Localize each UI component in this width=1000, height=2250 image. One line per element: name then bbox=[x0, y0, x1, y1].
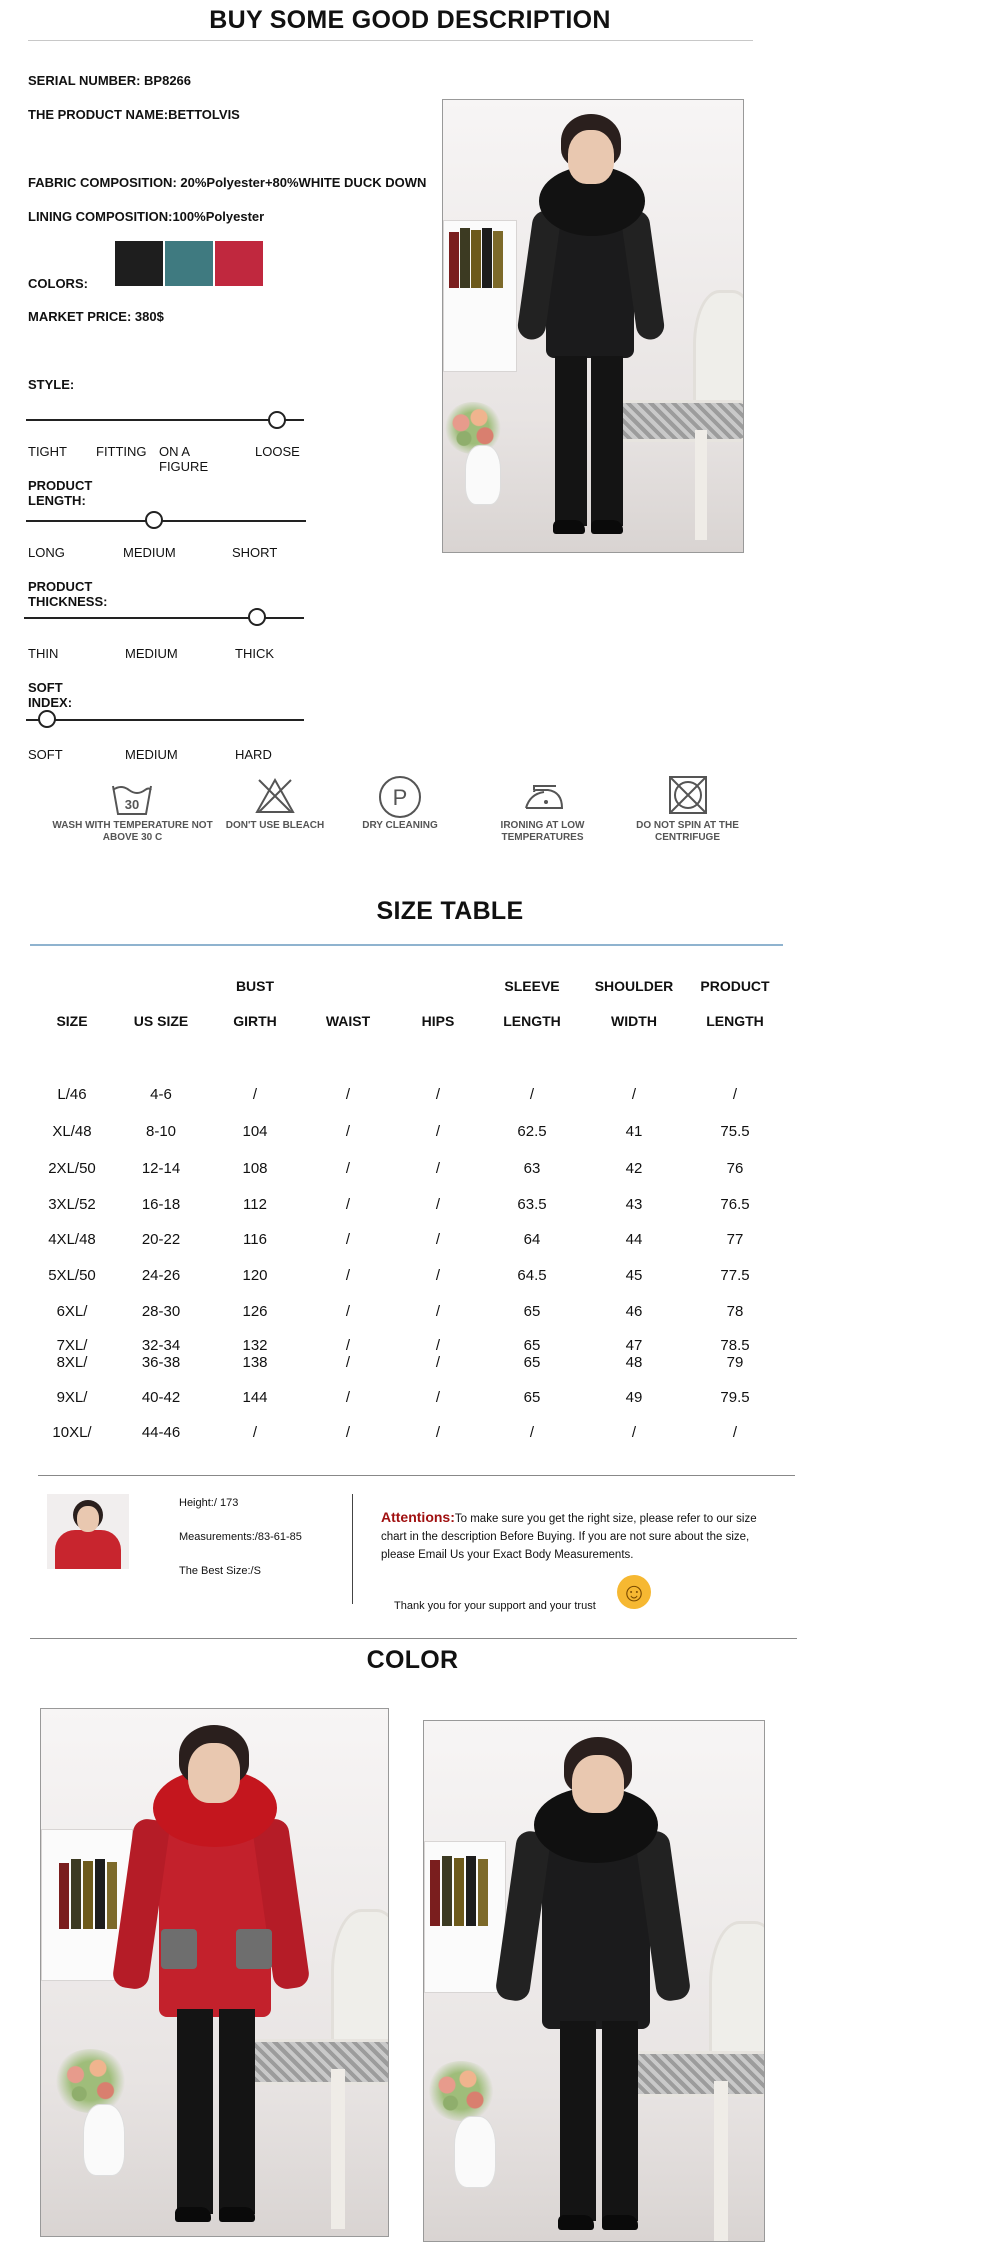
table-cell: / bbox=[345, 1424, 351, 1441]
fabric-composition: FABRIC COMPOSITION: 20%Polyester+80%WHITE DUCK DOWN bbox=[28, 175, 427, 190]
table-cell: 108 bbox=[242, 1160, 268, 1177]
table-cell: / bbox=[435, 1354, 441, 1371]
table-cell: 104 bbox=[242, 1123, 268, 1140]
size-header-0: SIZE bbox=[56, 1013, 88, 1029]
table-cell: / bbox=[345, 1086, 351, 1103]
table-cell: 12-14 bbox=[141, 1160, 181, 1177]
table-cell: / bbox=[345, 1303, 351, 1320]
thanks-text: Thank you for your support and your trust bbox=[394, 1600, 596, 1612]
color-swatch-black[interactable] bbox=[115, 241, 163, 286]
thickness-title: PRODUCT THICKNESS: bbox=[28, 579, 108, 609]
table-cell: 2XL/50 bbox=[48, 1160, 96, 1177]
length-label-medium: MEDIUM bbox=[123, 545, 176, 560]
size-header-5: LENGTH bbox=[503, 1013, 561, 1029]
table-cell: 112 bbox=[243, 1196, 267, 1213]
market-price: MARKET PRICE: 380$ bbox=[28, 309, 164, 324]
table-cell: / bbox=[435, 1389, 441, 1406]
length-label-long: LONG bbox=[28, 545, 65, 560]
table-row bbox=[0, 1424, 800, 1442]
color-swatch-teal[interactable] bbox=[165, 241, 213, 286]
style-track bbox=[26, 419, 304, 421]
table-cell: 4-6 bbox=[150, 1086, 172, 1103]
table-row bbox=[0, 1354, 800, 1372]
color-photo-black bbox=[423, 1720, 765, 2242]
size-table-title: SIZE TABLE bbox=[376, 897, 524, 925]
model-height: Height:/ 173 bbox=[179, 1497, 239, 1509]
table-cell: / bbox=[435, 1123, 441, 1140]
thickness-label-thin: THIN bbox=[28, 646, 59, 661]
table-cell: / bbox=[252, 1086, 258, 1103]
table-cell: 144 bbox=[242, 1389, 268, 1406]
table-cell: 3XL/52 bbox=[48, 1196, 96, 1213]
table-cell: 120 bbox=[242, 1267, 268, 1284]
colors-label: COLORS: bbox=[28, 276, 88, 291]
length-track bbox=[26, 520, 306, 522]
style-label-on-a-figure: ON A FIGURE bbox=[159, 444, 209, 474]
table-cell: 62.5 bbox=[517, 1123, 547, 1140]
lining-composition: LINING COMPOSITION:100%Polyester bbox=[28, 209, 265, 224]
table-cell: 40-42 bbox=[141, 1389, 181, 1406]
iron-low-icon bbox=[522, 778, 566, 814]
wash-temperature-number: 30 bbox=[124, 797, 140, 812]
soft-label-hard: HARD bbox=[235, 747, 272, 762]
table-cell: 65 bbox=[523, 1354, 541, 1371]
table-cell: 41 bbox=[625, 1123, 643, 1140]
style-label-loose: LOOSE bbox=[255, 444, 300, 459]
title-divider bbox=[28, 40, 753, 41]
table-row bbox=[0, 1389, 800, 1407]
table-row bbox=[0, 1160, 800, 1178]
soft-title: SOFT INDEX: bbox=[28, 680, 73, 710]
dry-clean-icon bbox=[377, 774, 423, 820]
table-cell: / bbox=[252, 1424, 258, 1441]
table-cell: / bbox=[435, 1303, 441, 1320]
table-cell: 126 bbox=[242, 1303, 268, 1320]
table-cell: 47 bbox=[625, 1337, 643, 1354]
table-cell: 77 bbox=[726, 1231, 744, 1248]
table-cell: 79.5 bbox=[720, 1389, 750, 1406]
size-table bbox=[0, 978, 800, 1441]
table-cell: / bbox=[345, 1160, 351, 1177]
table-row bbox=[0, 1123, 800, 1141]
info-divider-top bbox=[38, 1475, 795, 1476]
table-cell: / bbox=[732, 1424, 738, 1441]
smiley-emoji: ☺ bbox=[617, 1575, 651, 1609]
table-cell: / bbox=[435, 1160, 441, 1177]
table-cell: 5XL/50 bbox=[48, 1267, 96, 1284]
table-row bbox=[0, 1337, 800, 1355]
attention-line1: To make sure you get the right size, please refer to our size bbox=[454, 1513, 757, 1525]
table-cell: 48 bbox=[625, 1354, 643, 1371]
dry-clean-letter: P bbox=[392, 785, 408, 810]
serial-number: SERIAL NUMBER: BP8266 bbox=[28, 73, 192, 88]
table-cell: / bbox=[345, 1123, 351, 1140]
care-caption-wash: WASH WITH TEMPERATURE NOT ABOVE 30 C bbox=[52, 820, 213, 843]
soft-label-medium: MEDIUM bbox=[125, 747, 178, 762]
table-cell: 8XL/ bbox=[56, 1354, 88, 1371]
style-knob bbox=[268, 411, 286, 429]
table-cell: 79 bbox=[726, 1354, 744, 1371]
size-header-top-7: PRODUCT bbox=[700, 978, 770, 994]
table-cell: L/46 bbox=[57, 1086, 87, 1103]
thickness-label-thick: THICK bbox=[235, 646, 274, 661]
page-title: BUY SOME GOOD DESCRIPTION bbox=[209, 6, 611, 34]
no-spin-icon bbox=[667, 774, 709, 816]
table-cell: 46 bbox=[625, 1303, 643, 1320]
table-cell: / bbox=[345, 1267, 351, 1284]
soft-track bbox=[26, 719, 304, 721]
thickness-knob bbox=[248, 608, 266, 626]
table-cell: 63 bbox=[523, 1160, 541, 1177]
table-cell: 78 bbox=[726, 1303, 744, 1320]
color-swatch-red[interactable] bbox=[215, 241, 263, 286]
table-cell: 64 bbox=[523, 1231, 541, 1248]
thickness-label-medium: MEDIUM bbox=[125, 646, 178, 661]
size-header-top-5: SLEEVE bbox=[504, 978, 560, 994]
soft-label-soft: SOFT bbox=[28, 747, 63, 762]
table-cell: 32-34 bbox=[141, 1337, 181, 1354]
table-cell: 78.5 bbox=[720, 1337, 750, 1354]
size-header-3: WAIST bbox=[325, 1013, 371, 1029]
table-cell: / bbox=[529, 1086, 535, 1103]
table-cell: 65 bbox=[523, 1303, 541, 1320]
table-cell: 28-30 bbox=[141, 1303, 181, 1320]
table-cell: 16-18 bbox=[141, 1196, 181, 1213]
table-cell: / bbox=[435, 1424, 441, 1441]
table-row bbox=[0, 1231, 800, 1249]
table-row bbox=[0, 1267, 800, 1285]
table-row bbox=[0, 1196, 800, 1214]
table-cell: 65 bbox=[523, 1337, 541, 1354]
color-section-title: COLOR bbox=[366, 1646, 459, 1674]
attention-title: Attentions: bbox=[381, 1509, 455, 1525]
wash-30-icon bbox=[110, 780, 154, 820]
size-header-4: HIPS bbox=[421, 1013, 455, 1029]
product-photo-main bbox=[442, 99, 744, 553]
care-caption-bleach: DON'T USE BLEACH bbox=[225, 820, 325, 831]
table-cell: 10XL/ bbox=[52, 1424, 92, 1441]
color-swatches bbox=[115, 241, 265, 286]
model-best-size: The Best Size:/S bbox=[179, 1565, 261, 1577]
table-cell: 49 bbox=[625, 1389, 643, 1406]
table-cell: 76.5 bbox=[720, 1196, 750, 1213]
table-cell: 24-26 bbox=[141, 1267, 181, 1284]
table-row bbox=[0, 1086, 800, 1104]
length-title: PRODUCT LENGTH: bbox=[28, 478, 93, 508]
style-label-fitting: FITTING bbox=[96, 444, 147, 459]
care-caption-dry-cleaning: DRY CLEANING bbox=[362, 820, 438, 831]
table-cell: 64.5 bbox=[517, 1267, 547, 1284]
attention-line2: chart in the description Before Buying. If you are not sure about the size, bbox=[381, 1531, 750, 1543]
table-cell: / bbox=[345, 1337, 351, 1354]
attention-line3: please Email Us your Exact Body Measurements. bbox=[381, 1549, 634, 1561]
length-knob bbox=[145, 511, 163, 529]
table-cell: 76 bbox=[726, 1160, 744, 1177]
table-cell: 44-46 bbox=[141, 1424, 181, 1441]
table-cell: 20-22 bbox=[141, 1231, 181, 1248]
size-header-1: US SIZE bbox=[133, 1013, 189, 1029]
table-cell: 6XL/ bbox=[56, 1303, 88, 1320]
table-cell: 4XL/48 bbox=[48, 1231, 96, 1248]
table-cell: / bbox=[529, 1424, 535, 1441]
size-table-divider bbox=[30, 944, 783, 946]
product-name: THE PRODUCT NAME:BETTOLVIS bbox=[28, 107, 240, 122]
size-header-2: GIRTH bbox=[233, 1013, 277, 1029]
model-measurements: Measurements:/83-61-85 bbox=[179, 1531, 302, 1543]
table-cell: 36-38 bbox=[141, 1354, 181, 1371]
info-vertical-divider bbox=[352, 1494, 353, 1604]
table-cell: 116 bbox=[243, 1231, 267, 1248]
table-cell: 44 bbox=[625, 1231, 643, 1248]
table-cell: 45 bbox=[625, 1267, 643, 1284]
table-cell: 42 bbox=[625, 1160, 643, 1177]
table-cell: 132 bbox=[242, 1337, 268, 1354]
care-caption-ironing: IRONING AT LOW TEMPERATURES bbox=[500, 820, 585, 843]
table-cell: XL/48 bbox=[52, 1123, 92, 1140]
style-label-tight: TIGHT bbox=[28, 444, 67, 459]
table-cell: / bbox=[435, 1231, 441, 1248]
no-bleach-icon bbox=[253, 776, 297, 816]
size-table-body bbox=[0, 978, 800, 1441]
table-cell: / bbox=[631, 1424, 637, 1441]
table-cell: / bbox=[345, 1354, 351, 1371]
table-cell: 43 bbox=[625, 1196, 643, 1213]
table-cell: / bbox=[435, 1086, 441, 1103]
table-cell: / bbox=[435, 1267, 441, 1284]
soft-knob bbox=[38, 710, 56, 728]
info-divider-bottom bbox=[30, 1638, 797, 1639]
table-cell: 7XL/ bbox=[56, 1337, 88, 1354]
table-cell: 63.5 bbox=[517, 1196, 547, 1213]
table-cell: 77.5 bbox=[720, 1267, 750, 1284]
size-header-top-6: SHOULDER bbox=[594, 978, 674, 994]
table-cell: 65 bbox=[523, 1389, 541, 1406]
table-row bbox=[0, 1303, 800, 1321]
table-cell: / bbox=[345, 1196, 351, 1213]
care-instructions bbox=[0, 770, 800, 850]
table-cell: 8-10 bbox=[145, 1123, 177, 1140]
table-cell: / bbox=[345, 1389, 351, 1406]
table-cell: / bbox=[435, 1337, 441, 1354]
attention-text bbox=[381, 1508, 781, 1564]
table-cell: 138 bbox=[242, 1354, 268, 1371]
style-title: STYLE: bbox=[28, 377, 75, 392]
model-thumbnail bbox=[47, 1494, 129, 1569]
table-cell: / bbox=[631, 1086, 637, 1103]
table-cell: 75.5 bbox=[720, 1123, 750, 1140]
color-photo-red bbox=[40, 1708, 389, 2237]
table-cell: 9XL/ bbox=[56, 1389, 88, 1406]
size-header-7: LENGTH bbox=[706, 1013, 764, 1029]
size-header-6: WIDTH bbox=[611, 1013, 657, 1029]
table-cell: / bbox=[345, 1231, 351, 1248]
table-cell: / bbox=[435, 1196, 441, 1213]
table-cell: / bbox=[732, 1086, 738, 1103]
size-header-top-2: BUST bbox=[235, 978, 275, 994]
length-label-short: SHORT bbox=[232, 545, 278, 560]
care-caption-spin: DO NOT SPIN AT THE CENTRIFUGE bbox=[636, 820, 739, 843]
